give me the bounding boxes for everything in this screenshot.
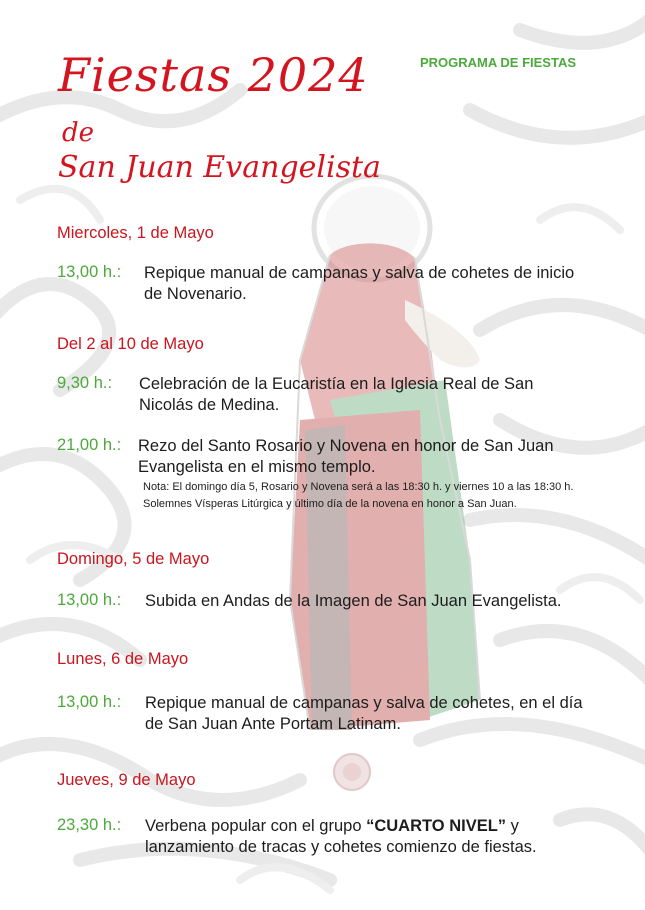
program-label: PROGRAMA DE FIESTAS xyxy=(420,55,577,70)
title-connector: de xyxy=(62,118,95,148)
event-description-text: Verbena popular con el grupo xyxy=(145,817,367,835)
event-description: Celebración de la Eucaristía en la Iglesia Real de San Nicolás de Medina. xyxy=(139,375,534,414)
page-title: Fiestas 2024 xyxy=(58,48,369,102)
day-heading: Del 2 al 10 de Mayo xyxy=(57,335,204,353)
event-description: Repique manual de campanas y salva de cohetes, en el día de San Juan Ante Portam Latinam. xyxy=(145,694,583,733)
event-description: Subida en Andas de la Imagen de San Juan Evangelista. xyxy=(145,592,562,610)
event-description: Rezo del Santo Rosario y Novena en honor de San Juan Evangelista en el mismo templo. xyxy=(138,437,554,476)
event-time: 13,00 h.: xyxy=(57,693,122,711)
page-subtitle: San Juan Evangelista xyxy=(58,150,381,185)
event-time: 23,30 h.: xyxy=(57,816,122,834)
day-heading: Domingo, 5 de Mayo xyxy=(57,550,210,568)
event-time: 13,00 h.: xyxy=(57,591,122,609)
event-time: 21,00 h.: xyxy=(57,436,122,454)
event-description xyxy=(140,263,590,305)
event-description-text: Repique manual de campanas y salva de cohetes de inicio de Novenario. xyxy=(144,264,575,303)
day-heading: Miercoles, 1 de Mayo xyxy=(57,224,214,242)
event-note: Nota: El domingo día 5, Rosario y Novena será a las 18:30 h. y viernes 10 a las 18:30 h. Solemnes Vísperas Litúrgica y último día de la novena en honor a San Juan. xyxy=(143,481,574,510)
event-time: 9,30 h.: xyxy=(57,374,113,392)
day-heading: Jueves, 9 de Mayo xyxy=(57,771,196,789)
band-name: “CUARTO NIVEL” xyxy=(366,817,507,835)
day-heading: Lunes, 6 de Mayo xyxy=(57,650,189,668)
event-description xyxy=(145,816,595,858)
event-description-text: y lanzamiento de tracas y cohetes comienzo de fiestas. xyxy=(145,817,537,856)
event-time: 13,00 h.: xyxy=(57,263,122,281)
